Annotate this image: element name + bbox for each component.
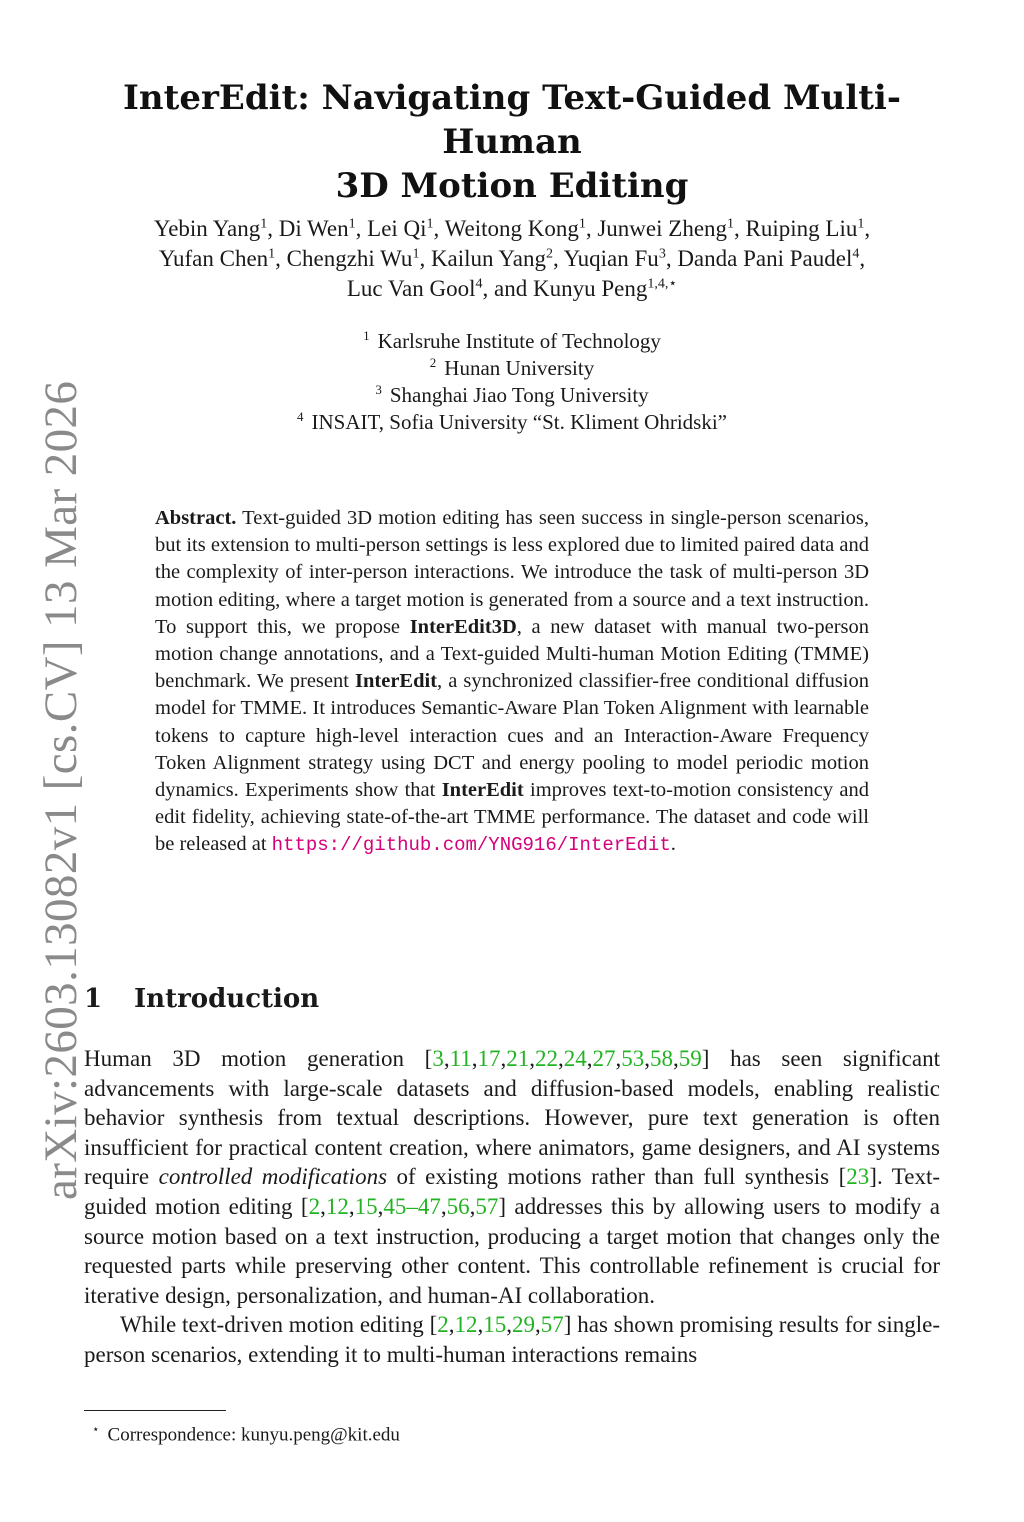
abstract-bold-dataset: InterEdit3D [409, 615, 517, 638]
author-name: Di Wen [278, 216, 349, 241]
author-name: Junwei Zheng [597, 216, 728, 241]
citation-link[interactable]: 12 [454, 1312, 478, 1338]
author-affiliation-mark: 1 [578, 216, 586, 232]
intro-text: ] has shown promising results for single-person scenarios, extending it to multi-human interactions remains [84, 1312, 940, 1367]
intro-text: ] has seen significant advancements with large-scale datasets and diffusion-based models, enabling realistic behavior synthesis from textual descriptions. However, pure text generation is often insufficient for practical content creation, where animators, game designers, and AI systems require [84, 1046, 940, 1190]
footnote-rule [84, 1410, 226, 1411]
arxiv-identifier-stamp: arXiv:2603.13082v1 [cs.CV] 13 Mar 2026 [35, 380, 87, 1200]
citation-link[interactable]: 21 [506, 1046, 530, 1071]
author-affiliation-mark: 3 [658, 246, 666, 262]
paper-title [80, 76, 944, 208]
affiliation-list [80, 328, 944, 436]
introduction-body [84, 1044, 940, 1370]
citation-link[interactable]: 29 [511, 1312, 535, 1338]
author-name: Lei Qi [367, 216, 427, 241]
author-list: Yebin Yang$^1$, Di Wen$^1$, Lei Qi$^1$, Weitong Kong$^1$, Junwei Zheng$^1$, Ruiping Liu$^1$, Yufan Chen$^1$, Chengzhi Wu$^1$, Kailun Yang$^2$, Yuqian Fu$^3$, Danda Pani Paudel$^4$, Luc Van Gool$^4$, and Kunyu Peng$^{1,4,⋆}$ [153, 216, 871, 301]
author-affiliation-mark: 1,4,⋆ [647, 276, 678, 292]
citation-link[interactable]: 11 [449, 1046, 472, 1071]
affiliation-name: Shanghai Jiao Tong University [389, 383, 649, 407]
title-line-2: 3D Motion Editing [335, 166, 689, 206]
author-name: Kunyu Peng [532, 276, 648, 301]
author-name: Kailun Yang [430, 246, 546, 271]
citation-link[interactable]: 23 [846, 1164, 870, 1190]
section-heading [84, 984, 319, 1014]
citation-link[interactable]: 56 [446, 1193, 470, 1219]
intro-paragraph-2 [84, 1310, 940, 1369]
intro-text: Human 3D motion generation [ [84, 1046, 433, 1071]
author-name: Luc Van Gool [346, 276, 476, 301]
author-affiliation-mark: 4 [852, 246, 860, 262]
affiliation-name: INSAIT, Sofia University “St. Kliment Ohridski” [311, 410, 727, 434]
author-affiliation-mark: 1 [260, 216, 268, 232]
author-affiliation-mark: 1 [412, 246, 420, 262]
author-affiliation-mark: 1 [857, 216, 865, 232]
footnote [92, 1416, 400, 1448]
intro-emphasis: controlled modifications [158, 1164, 388, 1190]
author-affiliation-mark: 2 [545, 246, 553, 262]
affiliation-number: 4 [297, 409, 304, 424]
abstract-text-1: Text-guided 3D motion editing has seen success in single-person scenarios, but its extension to multi-person settings is less explored due to limited paired data and the complexity of inter-person interactions. We introduce the task of multi-person 3D motion editing, where a target motion is generated from a source and a text instruction. To support this, we propose [155, 507, 869, 638]
citation-group: 3,11,17,21,22,24,27,53,58,59 [432, 1046, 702, 1071]
citation-link[interactable]: 15 [354, 1193, 378, 1219]
author-affiliation-mark: 4 [475, 276, 483, 292]
abstract [155, 505, 869, 860]
title-line-1: InterEdit: Navigating Text-Guided Multi-Human [123, 78, 901, 162]
affiliation-item [80, 382, 944, 409]
intro-text: of existing motions rather than full synthesis [ [387, 1164, 847, 1190]
citation-link[interactable]: 12 [325, 1193, 349, 1219]
author-name: Danda Pani Paudel [677, 246, 853, 271]
author-affiliation-mark: 1 [426, 216, 434, 232]
abstract-label: Abstract. [155, 507, 237, 529]
author-conjunction: and [494, 276, 533, 301]
author-affiliation-mark: 1 [727, 216, 735, 232]
affiliation-number: 3 [375, 382, 382, 397]
author-name: Yebin Yang [153, 216, 261, 241]
abstract-end: . [670, 833, 676, 856]
abstract-text-4: improves text-to-motion consistency and edit fidelity, achieving state-of-the-art TMME performance. The dataset and code will be released at [155, 779, 870, 856]
affiliation-number: 1 [363, 328, 370, 343]
citation-link[interactable]: 57 [540, 1312, 564, 1338]
intro-text: While text-driven motion editing [ [120, 1312, 438, 1338]
citation-link[interactable]: 2 [308, 1193, 321, 1219]
intro-text: ]. Text-guided motion editing [ [84, 1164, 940, 1219]
citation-link[interactable]: 45–47 [383, 1193, 441, 1219]
affiliation-item [80, 355, 944, 382]
citation-link[interactable]: 59 [678, 1046, 702, 1071]
citation-link[interactable]: 17 [477, 1046, 501, 1071]
affiliation-name: Karlsruhe Institute of Technology [377, 329, 661, 353]
citation-link[interactable]: 58 [650, 1046, 673, 1071]
author-name: Weitong Kong [444, 216, 579, 241]
author-name: Yufan Chen [158, 246, 269, 271]
github-link[interactable]: https://github.com/YNG916/InterEdit [271, 834, 671, 857]
author-affiliation-mark: 1 [348, 216, 356, 232]
section-number: 1 [84, 984, 103, 1014]
citation-link[interactable]: 22 [535, 1046, 558, 1071]
citation-link[interactable]: 3 [432, 1046, 444, 1071]
citation-group: 2,12,15,29,57 [437, 1312, 564, 1338]
citation-link[interactable]: 27 [592, 1046, 616, 1071]
affiliation-item [80, 409, 944, 436]
author-name: Yuqian Fu [563, 246, 659, 271]
abstract-text-3: , a synchronized classifier-free conditional diffusion model for TMME. It introduces Semantic-Aware Plan Token Alignment with learnable tokens to capture high-level interaction cues and an Interaction-Aware Frequency Token Alignment strategy using DCT and energy pooling to model periodic motion dynamics. Experiments show that [155, 670, 869, 802]
citation-link[interactable]: 57 [475, 1193, 499, 1219]
affiliation-item [80, 328, 944, 355]
abstract-bold-model: InterEdit [355, 670, 438, 693]
intro-paragraph-1 [84, 1044, 940, 1310]
author-name: Chengzhi Wu [286, 246, 413, 271]
footnote-mark: ⋆ [92, 1422, 100, 1436]
citation-link[interactable]: 2 [437, 1312, 449, 1338]
author-name: Ruiping Liu [745, 216, 858, 241]
intro-text: ] addresses this by allowing users to modify a source motion based on a text instruction, producing a target motion that changes only the requested parts while preserving other content. This controllable refinement is crucial for iterative design, personalization, and human-AI collaboration. [84, 1193, 941, 1308]
section-title: Introduction [134, 984, 320, 1014]
abstract-text-2: , a new dataset with manual two-person motion change annotations, and a Text-guided Multi-human Motion Editing (TMME) benchmark. We present [155, 615, 869, 693]
affiliation-number: 2 [429, 355, 437, 370]
citation-link[interactable]: 24 [563, 1046, 587, 1071]
abstract-bold-model-2: InterEdit [441, 779, 524, 802]
author-affiliation-mark: 1 [268, 246, 276, 262]
citation-group: 2,12,15,45–47,56,57 [308, 1193, 499, 1219]
affiliation-name: Hunan University [444, 356, 595, 380]
footnote-text: Correspondence: kunyu.peng@kit.edu [107, 1424, 400, 1446]
citation-link[interactable]: 15 [483, 1312, 507, 1338]
citation-link[interactable]: 53 [621, 1046, 645, 1071]
